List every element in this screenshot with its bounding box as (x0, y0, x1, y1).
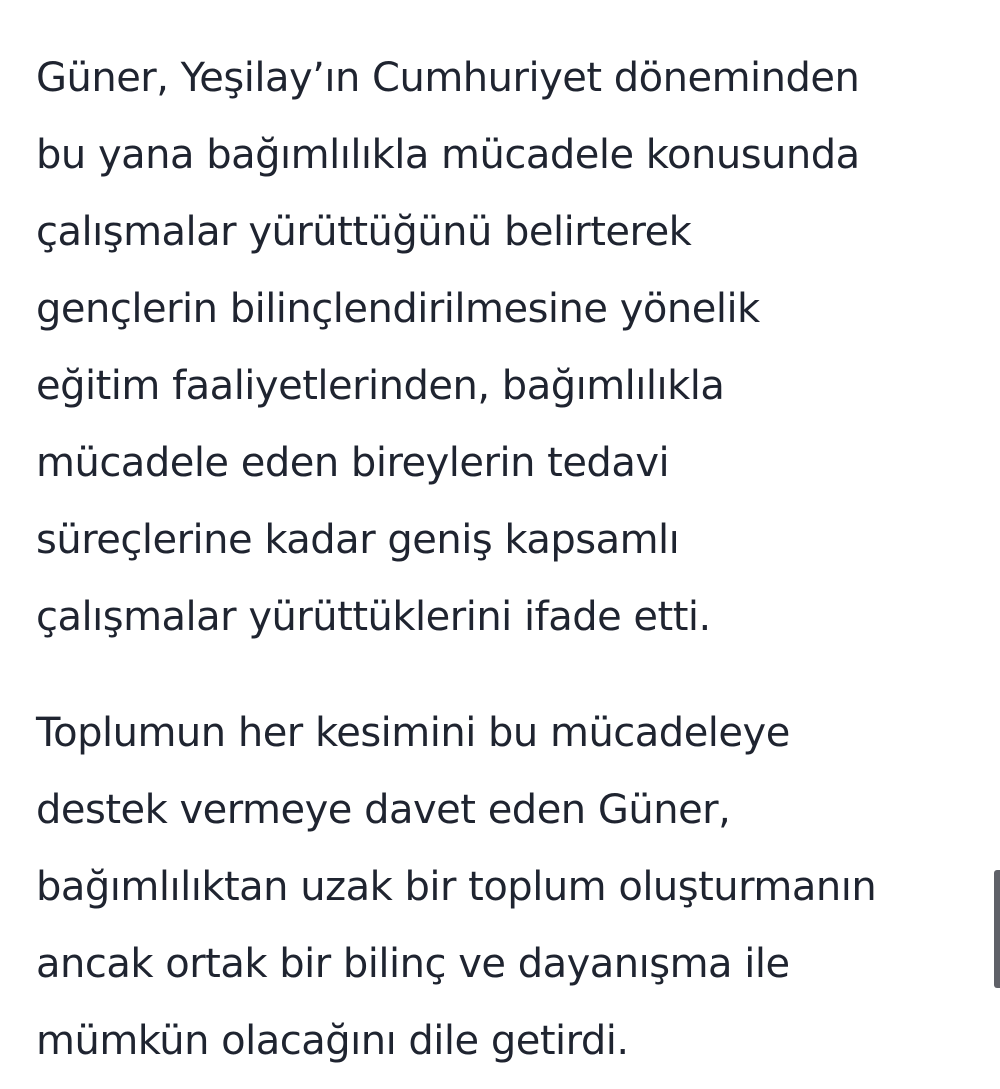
text-line: çalışmalar yürüttüklerini ifade etti. (36, 594, 711, 640)
text-line: destek vermeye davet eden Güner, (36, 787, 731, 833)
text-line: süreçlerine kadar geniş kapsamlı (36, 517, 680, 563)
text-line: bağımlılıktan uzak bir toplum oluşturmanın (36, 864, 877, 910)
text-line: bu yana bağımlılıkla mücadele konusunda (36, 132, 860, 178)
text-line: mümkün olacağını dile getirdi. (36, 1018, 629, 1064)
article-body (36, 40, 976, 1080)
text-line: eğitim faaliyetlerinden, bağımlılıkla (36, 363, 725, 409)
text-line: mücadele eden bireylerin tedavi (36, 440, 670, 486)
text-line: Toplumun her kesimini bu mücadeleye (36, 710, 790, 756)
text-line: ancak ortak bir bilinç ve dayanışma ile (36, 941, 790, 987)
paragraph-2 (36, 695, 976, 1080)
text-line: gençlerin bilinçlendirilmesine yönelik (36, 286, 760, 332)
text-line: çalışmalar yürüttüğünü belirterek (36, 209, 692, 255)
text-line: Güner, Yeşilay’ın Cumhuriyet döneminden (36, 55, 860, 101)
paragraph-1 (36, 40, 976, 656)
scrollbar-thumb[interactable] (994, 870, 1000, 988)
